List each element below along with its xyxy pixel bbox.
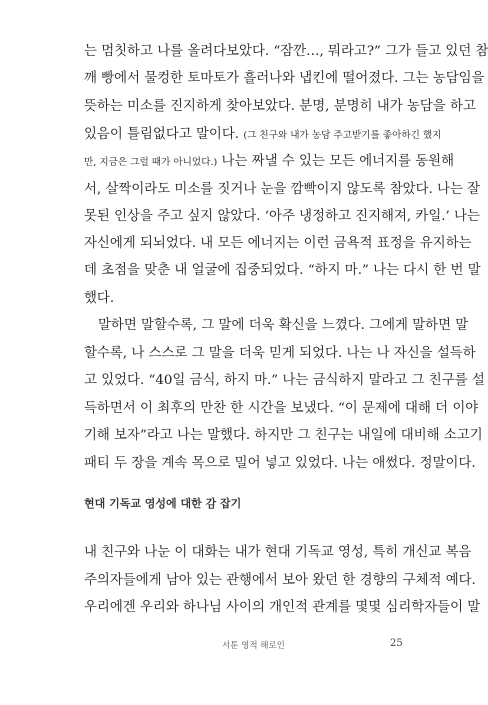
body-line: 는 멈칫하고 나를 올려다보았다. “잠깐…, 뭐라고?” 그가 들고 있던 참 [84,44,488,59]
body-text: 나는 짜낼 수 있는 모든 에너지를 동원해 [217,154,455,169]
body-line: 고 있었다. “40일 금식, 하지 마.” 나는 금식하지 말라고 그 친구를 설 [84,373,485,388]
body-line: 서, 살짝이라도 미소를 짓거나 눈을 깜빡이지 않도록 참았다. 나는 잘 [84,182,481,197]
body-line: 패티 두 장을 계속 목으로 밀어 넣고 있었다. 나는 애썼다. 정말이다. [84,456,476,471]
running-footer-title: 서툰 영적 해로인 [222,641,285,651]
body-text: 있음이 틀림없다고 말이다. [84,127,244,142]
body-line: 우리에겐 우리와 하나님 사이의 개인적 관계를 몇몇 심리학자들이 말 [84,600,481,615]
body-line: 내 친구와 나눈 이 대화는 내가 현대 기독교 영성, 특히 개신교 복음 [84,545,472,560]
body-line: 데 초점을 맞춘 내 얼굴에 집중되었다. “하지 마.” 나는 다시 한 번 말 [84,263,481,278]
body-line: 주의자들에게 남아 있는 관행에서 보아 왔던 한 경향의 구체적 예다. [84,573,476,588]
body-line: 득하면서 이 최후의 만찬 한 시간을 보냈다. “이 문제에 대해 더 이야 [84,401,479,416]
aside-text: 만, 지금은 그럴 때가 아니었다.) [84,157,218,168]
body-line: 뜻하는 미소를 진지하게 찾아보았다. 분명, 분명히 내가 농담을 하고 [84,99,476,114]
body-line: 깨 빵에서 물컹한 토마토가 흘러나와 냅킨에 떨어졌다. 그는 농담임을 [84,71,485,86]
body-line [84,153,455,170]
body-line-indented: 말하면 말할수록, 그 말에 더욱 확신을 느꼈다. 그에게 말하면 말 [98,318,469,333]
body-line: 못된 인상을 주고 싶지 않았다. ‘아주 냉정하고 진지해져, 카일.’ 나는 [84,209,480,224]
body-line: 할수록, 나 스스로 그 말을 더욱 믿게 되었다. 나는 나 자신을 설득하 [84,346,476,361]
aside-text: (그 친구와 내가 농담 주고받기를 좋아하긴 했지 [243,130,442,141]
body-line [84,126,442,143]
body-line: 자신에게 되뇌었다. 내 모든 에너지는 이런 금욕적 표정을 유지하는 [84,236,472,251]
page-number: 25 [390,638,403,649]
section-heading: 현대 기독교 영성에 대한 감 잡기 [84,497,242,510]
body-line: 했다. [84,291,115,306]
body-line: 기해 보자”라고 나는 말했다. 하지만 그 친구는 내일에 대비해 소고기 [84,428,483,443]
